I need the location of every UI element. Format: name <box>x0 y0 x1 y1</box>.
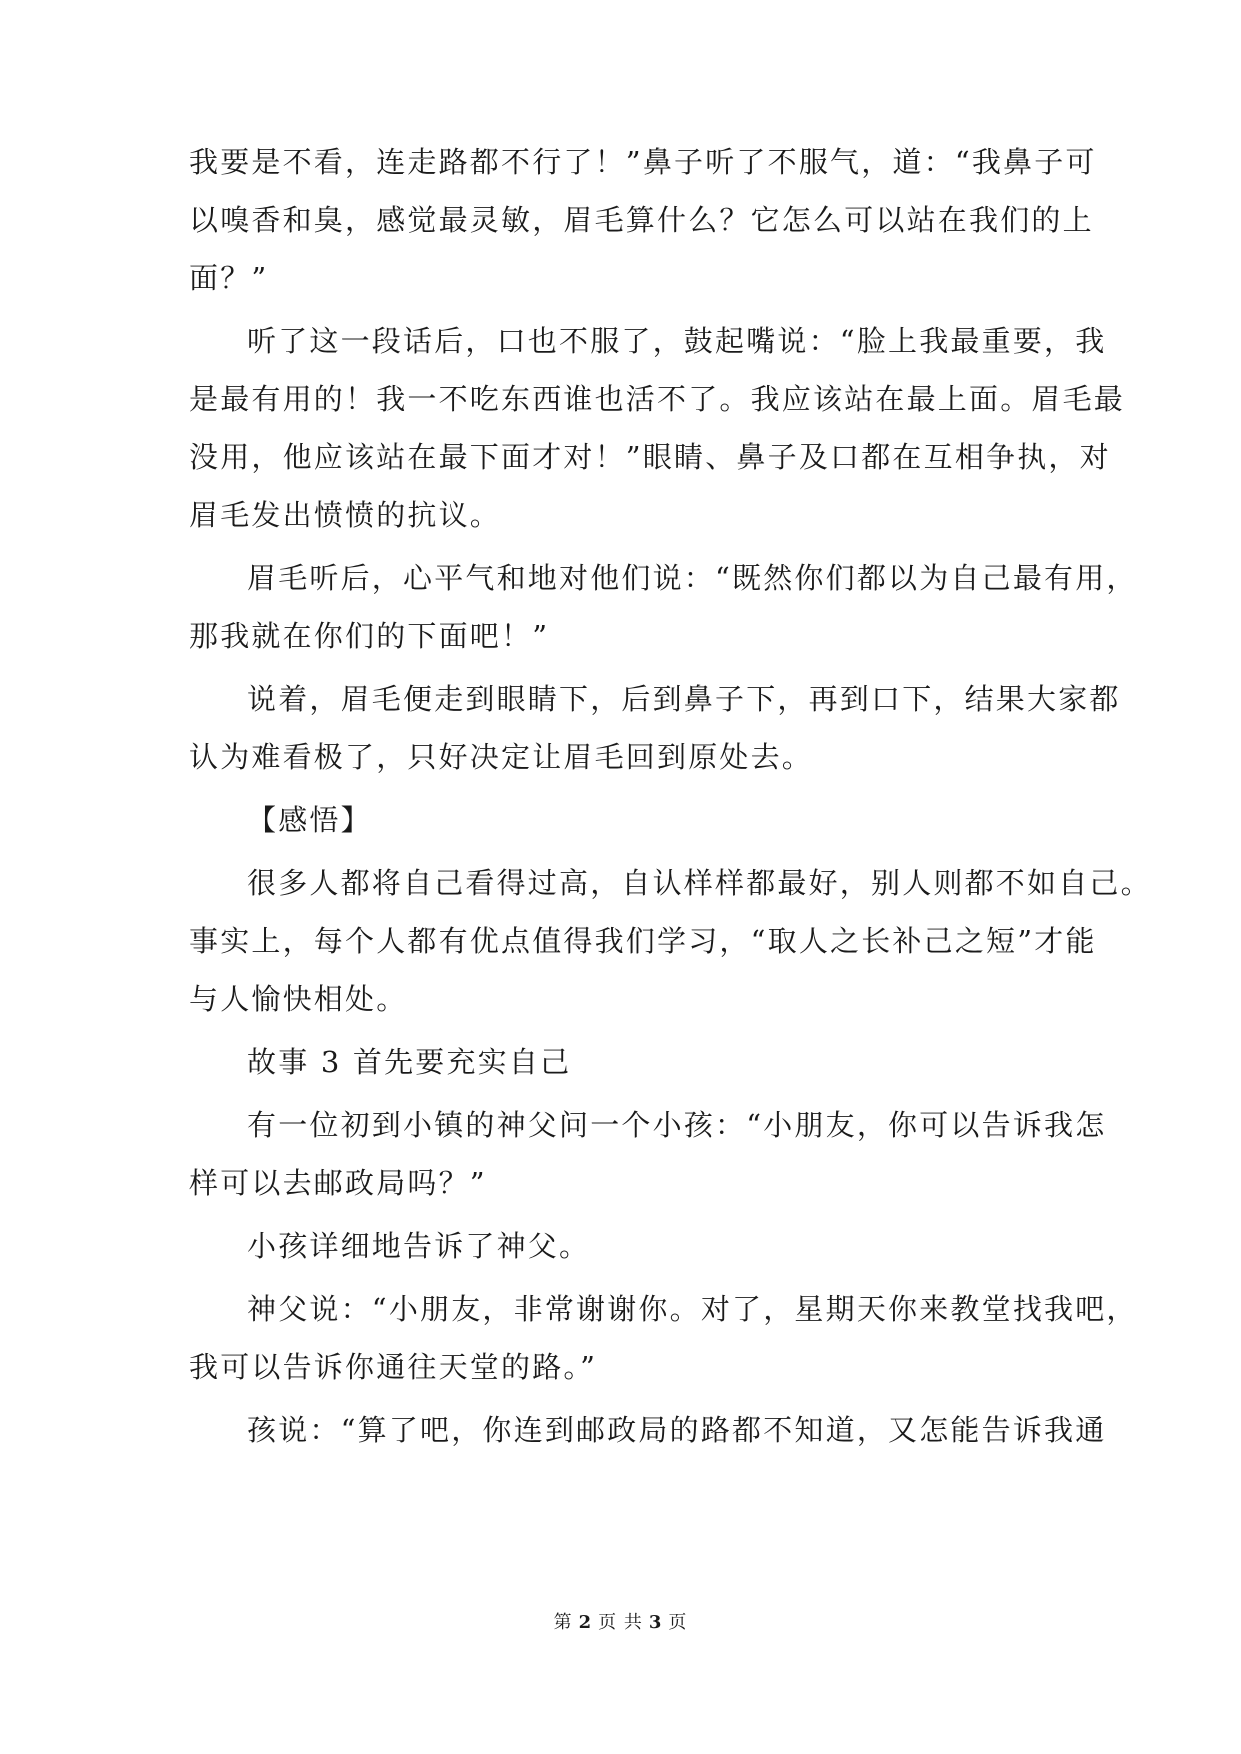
paragraph-first-line: 眉毛听后，心平气和地对他们说：“既然你们都以为自己最有用， <box>247 561 1138 595</box>
text-line: 是最有用的！我一不吃东西谁也活不了。我应该站在最上面。眉毛最 <box>189 382 1126 416</box>
text-line: 样可以去邮政局吗？” <box>189 1166 487 1200</box>
text-line: 以嗅香和臭，感觉最灵敏，眉毛算什么？它怎么可以站在我们的上 <box>189 203 1094 237</box>
footer-page-number: 2 <box>578 1612 593 1633</box>
footer-middle: 页 共 <box>598 1612 643 1633</box>
paragraph-first-line: 孩说：“算了吧，你连到邮政局的路都不知道，又怎能告诉我通 <box>247 1413 1107 1447</box>
text-line: 认为难看极了，只好决定让眉毛回到原处去。 <box>189 740 814 774</box>
text-line: 没用，他应该站在最下面才对！”眼睛、鼻子及口都在互相争执，对 <box>189 440 1111 474</box>
page-footer <box>0 1611 1241 1635</box>
text-line: 事实上，每个人都有优点值得我们学习，“取人之长补己之短”才能 <box>189 924 1097 958</box>
story-title: 故事 3 首先要充实自己 <box>247 1045 572 1079</box>
text-line: 那我就在你们的下面吧！” <box>189 619 550 653</box>
text-line: 与人愉快相处。 <box>189 982 408 1016</box>
paragraph-first-line: 小孩详细地告诉了神父。 <box>247 1229 591 1263</box>
paragraph-first-line: 听了这一段话后，口也不服了，鼓起嘴说：“脸上我最重要，我 <box>247 324 1107 358</box>
footer-total-pages: 3 <box>648 1612 663 1633</box>
text-line: 眉毛发出愤愤的抗议。 <box>189 498 502 532</box>
text-line: 我要是不看，连走路都不行了！”鼻子听了不服气，道：“我鼻子可 <box>189 145 1097 179</box>
paragraph-first-line: 很多人都将自己看得过高，自认样样都最好，别人则都不如自己。 <box>247 866 1152 900</box>
paragraph-first-line: 有一位初到小镇的神父问一个小孩：“小朋友，你可以告诉我怎 <box>247 1108 1107 1142</box>
text-line: 我可以告诉你通往天堂的路。” <box>189 1350 598 1384</box>
section-heading: 【感悟】 <box>247 803 372 837</box>
footer-suffix: 页 <box>668 1612 688 1633</box>
footer-prefix: 第 <box>553 1612 573 1633</box>
paragraph-first-line: 说着，眉毛便走到眼睛下，后到鼻子下，再到口下，结果大家都 <box>247 682 1121 716</box>
text-line: 面？” <box>189 261 269 295</box>
paragraph-first-line: 神父说：“小朋友，非常谢谢你。对了，星期天你来教堂找我吧， <box>247 1292 1138 1326</box>
